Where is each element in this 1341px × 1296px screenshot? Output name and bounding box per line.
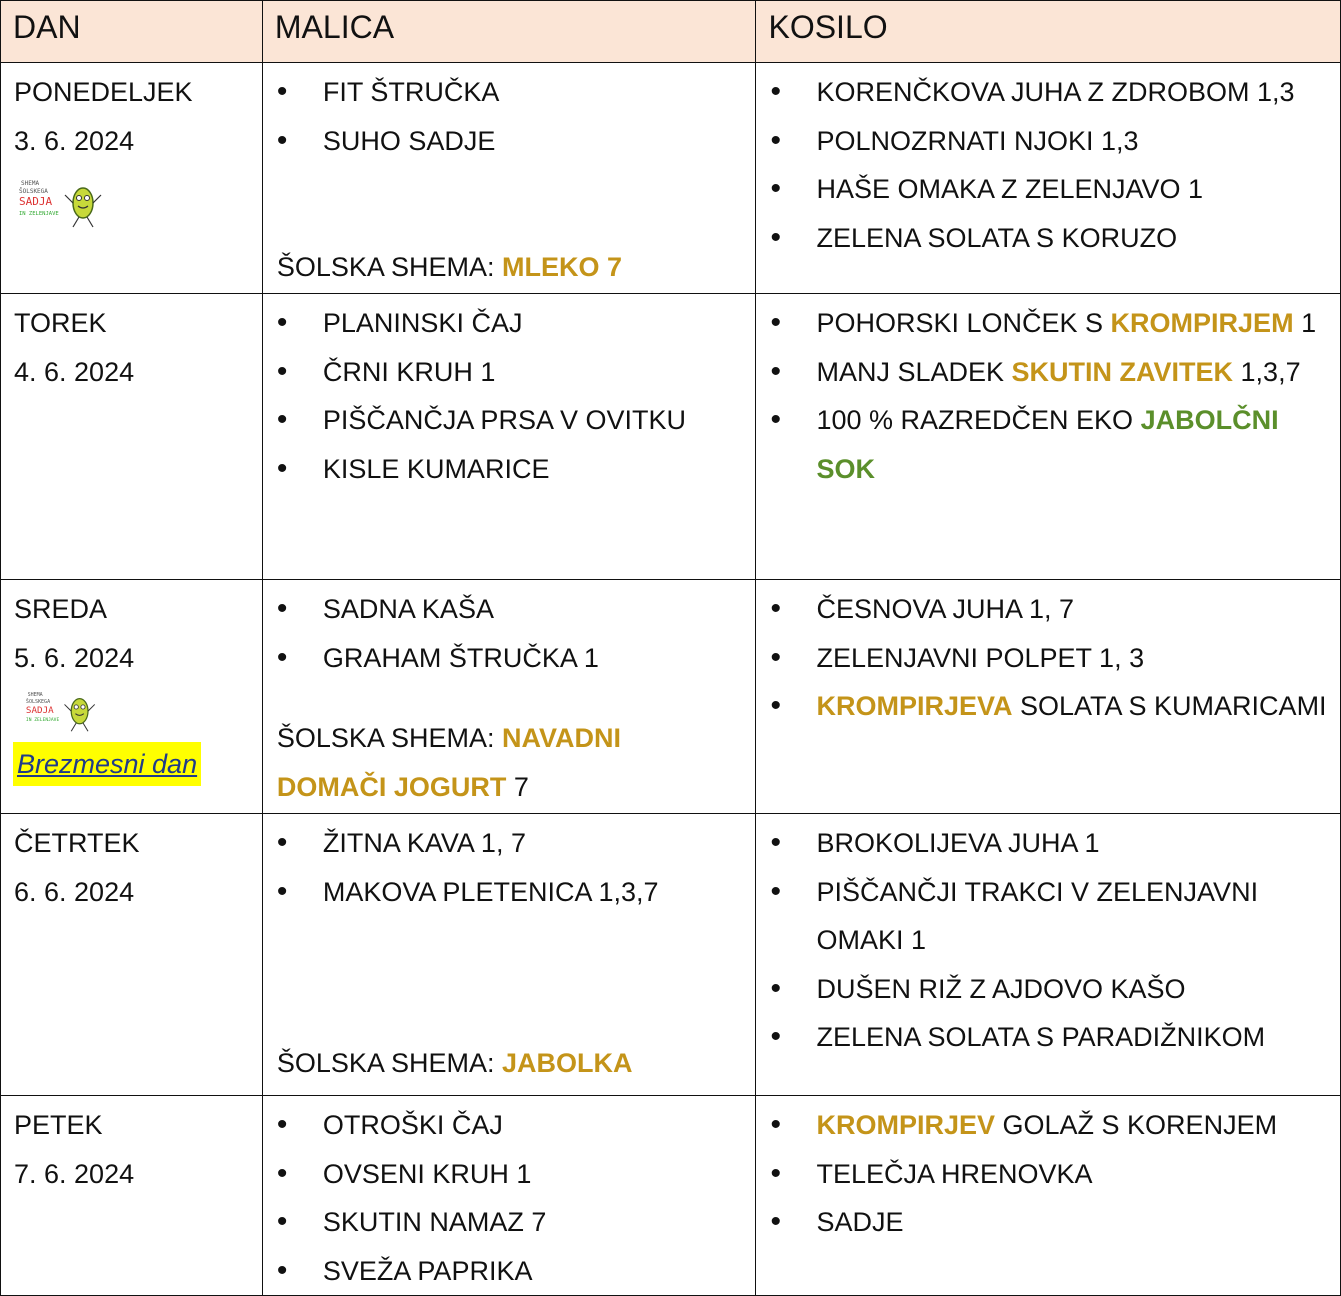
kosilo-item bbox=[756, 299, 1340, 348]
logo-text-2: ŠOLSKEGA bbox=[25, 698, 51, 705]
scheme-value: NAVADNI DOMAČI JOGURT bbox=[276, 723, 621, 802]
item-text: GOLAŽ S KORENJEM bbox=[995, 1110, 1278, 1140]
day-row-cetrtek bbox=[1, 814, 1341, 1096]
day-date: 7. 6. 2024 bbox=[14, 1158, 135, 1189]
day-cell bbox=[1, 294, 263, 580]
kosilo-item: • DUŠEN RIŽ Z AJDOVO KAŠO bbox=[756, 965, 1340, 1014]
day-name: PETEK bbox=[14, 1110, 103, 1140]
malica-item: • PIŠČANČJA PRSA V OVITKU bbox=[263, 396, 756, 445]
malica-item: • GRAHAM ŠTRUČKA 1 bbox=[263, 634, 756, 683]
malica-item: • KISLE KUMARICE bbox=[263, 445, 756, 494]
malica-item: • OTROŠKI ČAJ bbox=[263, 1101, 756, 1150]
item-highlight: KROMPIRJEM bbox=[1110, 308, 1294, 338]
scheme-label: ŠOLSKA SHEMA: bbox=[276, 723, 502, 753]
day-name: SREDA bbox=[14, 594, 108, 624]
day-row-ponedeljek bbox=[1, 63, 1341, 294]
kosilo-item: • BROKOLIJEVA JUHA 1 bbox=[756, 819, 1340, 868]
meatless-day-note: Brezmesni dan bbox=[13, 742, 201, 786]
day-date: 3. 6. 2024 bbox=[14, 125, 135, 156]
logo-text-3: SADJA bbox=[25, 704, 54, 716]
kosilo-cell bbox=[756, 294, 1341, 580]
malica-item: • MAKOVA PLETENICA 1,3,7 bbox=[263, 868, 756, 917]
kosilo-item: • ČESNOVA JUHA 1, 7 bbox=[756, 585, 1340, 634]
item-highlight-green: JABOLČNI SOK bbox=[816, 405, 1279, 484]
header-kosilo: KOSILO bbox=[756, 1, 1341, 63]
school-scheme bbox=[277, 714, 717, 811]
header-day: DAN bbox=[1, 1, 263, 63]
malica-item: • SVEŽA PAPRIKA bbox=[263, 1247, 756, 1296]
malica-item: • ŽITNA KAVA 1, 7 bbox=[263, 819, 756, 868]
kosilo-item: • PIŠČANČJI TRAKCI V ZELENJAVNI OMAKI 1 bbox=[756, 868, 1340, 965]
day-cell bbox=[1, 814, 263, 1096]
kosilo-cell bbox=[756, 63, 1341, 294]
scheme-value: JABOLKA bbox=[501, 1047, 633, 1078]
malica-item: • FIT ŠTRUČKA bbox=[263, 68, 756, 117]
malica-item: • SADNA KAŠA bbox=[263, 585, 756, 634]
item-text: 1,3,7 bbox=[1233, 356, 1301, 387]
kosilo-cell bbox=[756, 1096, 1341, 1296]
kosilo-item: • HAŠE OMAKA Z ZELENJAVO 1 bbox=[756, 165, 1340, 214]
scheme-suffix: 7 bbox=[506, 771, 529, 802]
day-row-torek bbox=[1, 294, 1341, 580]
day-cell bbox=[1, 580, 263, 814]
malica-item: • OVSENI KRUH 1 bbox=[263, 1150, 756, 1199]
item-text: 1 bbox=[1293, 308, 1317, 338]
school-scheme-logo bbox=[17, 173, 107, 235]
logo-text-4: IN ZELENJAVE bbox=[19, 211, 59, 217]
kosilo-item: • TELEČJA HRENOVKA bbox=[756, 1150, 1340, 1199]
kosilo-item bbox=[756, 348, 1340, 397]
logo-text-4: IN ZELENJAVE bbox=[25, 718, 60, 724]
school-scheme-logo bbox=[17, 686, 107, 738]
logo-text-3: SADJA bbox=[19, 195, 53, 208]
day-cell bbox=[1, 63, 263, 294]
kosilo-cell bbox=[756, 814, 1341, 1096]
day-cell bbox=[1, 1096, 263, 1296]
kosilo-item: • ZELENJAVNI POLPET 1, 3 bbox=[756, 634, 1340, 683]
malica-item: • SKUTIN NAMAZ 7 bbox=[263, 1198, 756, 1247]
kosilo-item bbox=[756, 396, 1340, 493]
day-date: 5. 6. 2024 bbox=[14, 642, 135, 673]
day-row-sreda bbox=[1, 580, 1341, 814]
malica-cell bbox=[262, 1096, 756, 1296]
day-name: ČETRTEK bbox=[14, 828, 140, 858]
malica-cell bbox=[262, 294, 756, 580]
kosilo-item: • ZELENA SOLATA S PARADIŽNIKOM bbox=[756, 1013, 1340, 1062]
malica-cell bbox=[262, 580, 756, 814]
item-text: SOLATA S KUMARICAMI bbox=[1012, 691, 1327, 721]
day-row-petek bbox=[1, 1096, 1341, 1296]
item-highlight: KROMPIRJEV bbox=[816, 1110, 996, 1140]
header-malica: MALICA bbox=[262, 1, 756, 63]
logo-text-1: SHEMA bbox=[27, 692, 43, 699]
scheme-value: MLEKO 7 bbox=[501, 251, 622, 282]
logo-text-2: ŠOLSKEGA bbox=[19, 188, 48, 195]
kosilo-item: • POLNOZRNATI NJOKI 1,3 bbox=[756, 117, 1340, 166]
item-text: MANJ SLADEK bbox=[816, 356, 1012, 387]
item-highlight: KROMPIRJEVA bbox=[816, 691, 1013, 721]
logo-text-1: SHEMA bbox=[21, 180, 40, 187]
kosilo-item: • KORENČKOVA JUHA Z ZDROBOM 1,3 bbox=[756, 68, 1340, 117]
item-text: POHORSKI LONČEK S bbox=[816, 308, 1111, 338]
scheme-label: ŠOLSKA SHEMA: bbox=[276, 251, 502, 282]
malica-item: • SUHO SADJE bbox=[263, 117, 756, 166]
day-name: TOREK bbox=[14, 308, 107, 338]
kosilo-item: • ZELENA SOLATA S KORUZO bbox=[756, 214, 1340, 263]
day-name: PONEDELJEK bbox=[14, 77, 193, 107]
day-date: 4. 6. 2024 bbox=[14, 356, 135, 387]
header-row bbox=[1, 1, 1341, 63]
kosilo-item: • SADJE bbox=[756, 1198, 1340, 1247]
kosilo-item bbox=[756, 682, 1340, 731]
malica-item: • PLANINSKI ČAJ bbox=[263, 299, 756, 348]
item-text: 100 % RAZREDČEN EKO bbox=[816, 405, 1141, 435]
day-date: 6. 6. 2024 bbox=[14, 876, 135, 907]
malica-item: • ČRNI KRUH 1 bbox=[263, 348, 756, 397]
scheme-label: ŠOLSKA SHEMA: bbox=[276, 1047, 502, 1078]
kosilo-item bbox=[756, 1101, 1340, 1150]
school-scheme bbox=[277, 243, 622, 292]
item-highlight: SKUTIN ZAVITEK bbox=[1011, 356, 1234, 387]
malica-cell bbox=[262, 814, 756, 1096]
school-scheme bbox=[277, 1039, 633, 1088]
malica-cell bbox=[262, 63, 756, 294]
kosilo-cell bbox=[756, 580, 1341, 814]
